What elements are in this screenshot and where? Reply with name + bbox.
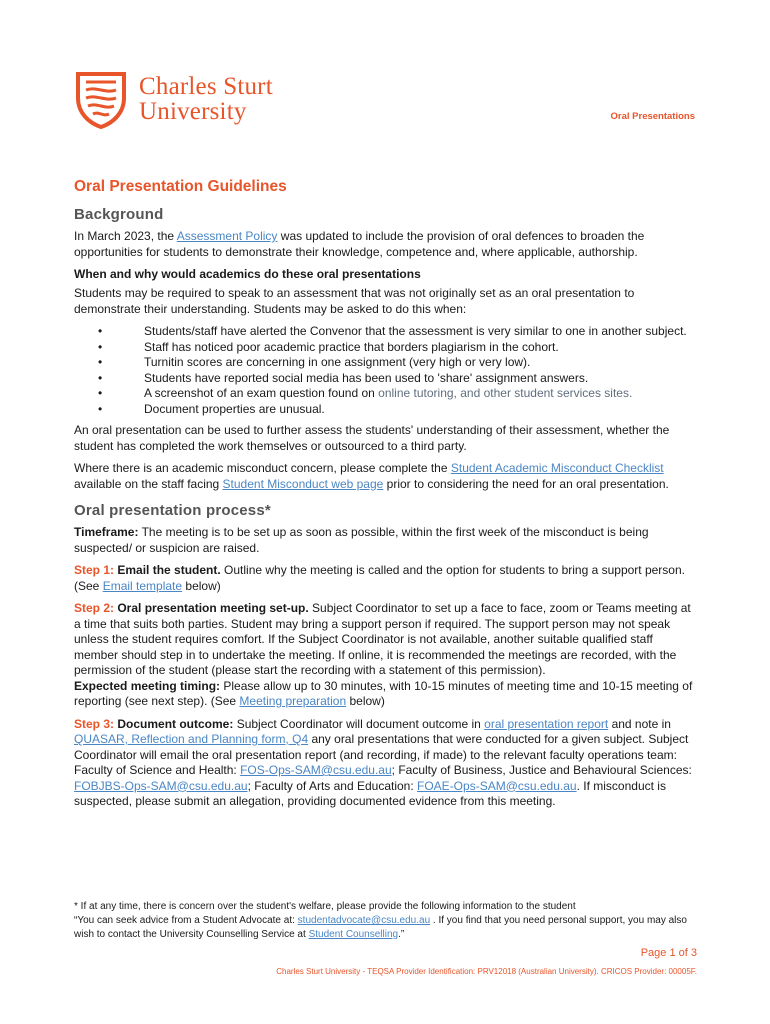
- list-item-text: Students have reported social media has been used to 'share' assignment answers.: [144, 370, 589, 385]
- step-2-title: Oral presentation meeting set-up.: [114, 601, 309, 615]
- misconduct-checklist-link[interactable]: Student Academic Misconduct Checklist: [450, 461, 664, 475]
- oral-assessment-paragraph: An oral presentation can be used to further assess the students' understanding of their assessment, whether the student has completed the work themselves or outsourced to a third party.: [74, 423, 670, 453]
- list-item-text: Students/staff have alerted the Convenor that the assessment is very similar to one in another subject.: [144, 324, 687, 338]
- student-counselling-link[interactable]: Student Counselling: [308, 929, 399, 940]
- list-item-text: Document properties are unusual.: [144, 401, 325, 416]
- timing-label: Expected meeting timing:: [74, 678, 221, 693]
- fobjbs-email-link[interactable]: FOBJBS-Ops-SAM@csu.edu.au: [74, 778, 248, 793]
- text-run: prior to considering the need for an oral presentation.: [383, 476, 669, 491]
- provider-footer: Charles Sturt University - TEQSA Provider Identification: PRV12018 (Australian University). CRICOS Provider: 00005F.: [276, 967, 697, 976]
- misconduct-paragraph: [74, 461, 696, 492]
- student-advocate-email-link[interactable]: studentadvocate@csu.edu.au: [297, 915, 431, 926]
- text-run: Outline why the meeting is called and the option for students to bring a support person. (See: [74, 563, 685, 593]
- email-template-link[interactable]: Email template: [102, 578, 183, 593]
- text-run: and note in: [608, 716, 671, 731]
- list-item-text: A screenshot of an exam question found on: [144, 386, 379, 400]
- list-item-text-soft: online tutoring, and other student services sites.: [378, 386, 633, 400]
- assessment-policy-link[interactable]: Assessment Policy: [176, 229, 278, 243]
- logo-line-2: University: [139, 98, 247, 125]
- welfare-footnote: [74, 900, 700, 942]
- text-run: The meeting is to be set up as soon as possible, within the first week of the misconduct is being suspected/ or suspicion are raised.: [74, 525, 649, 555]
- text-run: Where there is an academic misconduct concern, please complete the: [74, 461, 451, 475]
- bullet-icon: •: [98, 370, 103, 385]
- step-1-paragraph: [74, 563, 696, 594]
- list-item: [74, 371, 696, 387]
- background-heading: Background: [74, 206, 164, 223]
- list-item-text: Turnitin scores are concerning in one assignment (very high or very low).: [144, 355, 531, 369]
- reasons-list: [74, 324, 696, 417]
- text-run: Subject Coordinator to set up a face to face, zoom or Teams meeting at a time that suits both parties. Student may bring a support person if required. The support person may not speak unless the student requires comfort. If the Subject Coordinator is not available, another suitable qualified staff member should step in to undertake the meeting. If online, it is recommended the meetings are recorded, with the permission of the student (please start the recording with a statement of this permission).: [74, 601, 691, 677]
- text-run: Please allow up to 30 minutes, with 10-15 minutes of meeting time and 10-15 meeting of reporting (see next step). (See: [74, 678, 693, 708]
- footnote-line-2: [74, 914, 700, 942]
- timeframe-paragraph: [74, 525, 696, 556]
- text-run: was updated to include the provision of oral defences to broaden the opportunities for students to demonstrate their knowledge, competence and, where applicable, authorship.: [74, 229, 645, 259]
- background-paragraph: [74, 229, 696, 260]
- list-item: [74, 355, 696, 371]
- text-run: available on the staff facing: [74, 476, 223, 491]
- text-run: . If you find that you need personal support, you may also wish to contact the University Counselling Service at: [74, 915, 687, 940]
- bullet-icon: •: [98, 355, 103, 369]
- university-logo: [72, 68, 273, 130]
- quasar-form-link[interactable]: QUASAR, Reflection and Planning form, Q4: [74, 732, 309, 746]
- text-run: below): [182, 578, 221, 593]
- document-title: Oral Presentation Guidelines: [74, 178, 287, 195]
- logo-line-1: Charles Sturt: [139, 73, 273, 100]
- step-3-title: Document outcome:: [114, 716, 234, 731]
- step-2-paragraph: [74, 601, 696, 679]
- list-item: [74, 324, 696, 340]
- bullet-icon: •: [98, 339, 103, 354]
- text-run: below): [346, 694, 385, 708]
- bullet-icon: •: [98, 401, 103, 416]
- text-run: ; Faculty of Arts and Education:: [247, 778, 418, 793]
- text-run: any oral presentations that were conducted for a given subject. Subject Coordinator will email the oral presentation report (and recording, if made) to the relevant faculty operations team: Faculty of Science and Health:: [74, 732, 689, 777]
- when-why-heading: When and why would academics do these oral presentations: [74, 267, 421, 281]
- text-run: “You can seek advice from a Student Advocate at:: [74, 915, 298, 926]
- step-1-label: Step 1:: [74, 563, 115, 577]
- bullet-icon: •: [98, 386, 103, 400]
- text-run: In March 2023, the: [74, 229, 177, 243]
- misconduct-web-page-link[interactable]: Student Misconduct web page: [222, 476, 384, 491]
- process-heading: Oral presentation process*: [74, 502, 271, 519]
- step-3-label: Step 3:: [74, 716, 115, 731]
- list-item: [74, 340, 696, 356]
- logo-wordmark: [139, 74, 273, 124]
- running-header-title: Oral Presentations: [610, 111, 695, 122]
- list-item: [74, 386, 696, 402]
- page-number: Page 1 of 3: [640, 947, 697, 959]
- main-content: [74, 178, 696, 817]
- meeting-timing-paragraph: [74, 679, 696, 710]
- fos-email-link[interactable]: FOS-Ops-SAM@csu.edu.au: [240, 763, 392, 777]
- step-2-label: Step 2:: [74, 601, 115, 615]
- step-3-paragraph: [74, 717, 696, 810]
- meeting-preparation-link[interactable]: Meeting preparation: [239, 694, 347, 708]
- when-why-intro: Students may be required to speak to an assessment that was not originally set as an oral presentation to demonstrate their understanding. Students may be asked to do this when:: [74, 286, 635, 316]
- shield-logo-icon: [72, 68, 130, 130]
- step-1-title: Email the student.: [114, 563, 221, 577]
- bullet-icon: •: [98, 324, 103, 338]
- oral-presentation-report-link[interactable]: oral presentation report: [484, 716, 609, 731]
- timeframe-label: Timeframe:: [74, 525, 139, 539]
- foae-email-link[interactable]: FOAE-Ops-SAM@csu.edu.au: [417, 778, 577, 793]
- text-run: ; Faculty of Business, Justice and Behavioural Sciences:: [391, 763, 692, 777]
- list-item: [74, 402, 696, 418]
- footnote-line-1: * If at any time, there is concern over the student's welfare, please provide the following information to the student: [74, 901, 576, 912]
- text-run: .”: [398, 929, 405, 940]
- text-run: . If misconduct is suspected, please submit an allegation, providing documented evidence from this meeting.: [74, 778, 666, 808]
- text-run: Subject Coordinator will document outcome in: [233, 716, 485, 731]
- list-item-text: Staff has noticed poor academic practice that borders plagiarism in the cohort.: [144, 339, 559, 354]
